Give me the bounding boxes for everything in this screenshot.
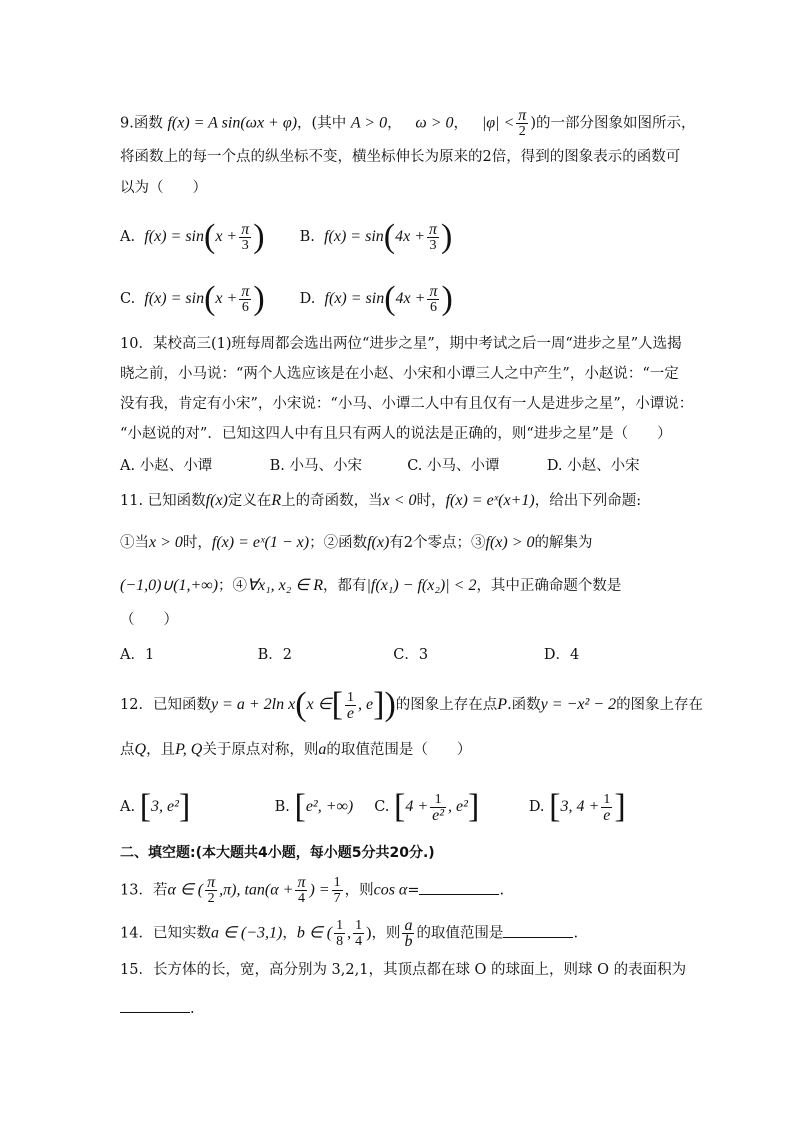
q10-line1: 10．某校高三(1)班每周都会选出两位“进步之星”，期中考试之后一周“进步之星”人选揭	[120, 336, 682, 352]
q9-options-ab	[120, 220, 452, 254]
q10-line4: “小赵说的对”．已知这四人中有且只有两人的说法是正确的，则“进步之星”是（ ）	[120, 426, 672, 442]
q10-option-a[interactable]: A. 小赵、小谭	[120, 458, 213, 474]
q9-line2: 将函数上的每一个点的纵坐标不变，横坐标伸长为原来的2倍，得到的图象表示的函数可	[120, 149, 681, 165]
q15-line2: .	[120, 998, 195, 1019]
q12-option-b[interactable]: B. [e², +∞)	[274, 788, 354, 825]
q11-option-b[interactable]: B．2	[257, 647, 292, 663]
q9-option-c[interactable]: C. f(x) = sin(x + $\frac{\pi}{6}$ )	[120, 280, 265, 317]
q10-line3: 没有我，肯定有小宋”，小宋说：“小马、小谭二人中有且仅有一人是进步之星”，小谭说：	[120, 396, 694, 412]
q13-answer-blank[interactable]	[419, 880, 499, 895]
q11-options	[120, 645, 579, 665]
q14-answer-blank[interactable]	[503, 923, 573, 938]
q9-line3: 以为（ ）	[120, 180, 207, 196]
q11-option-c[interactable]: C．3	[393, 647, 429, 663]
q10-line2: 晓之前，小马说：“两个人选应该是在小赵、小宋和小谭三人之中产生”，小赵说：“一定	[120, 366, 679, 382]
q9-line1: 9.函数 f(x) = A sin(ωx + φ)，(其中 A > 0， ω > 0， |φ| < $\frac{\pi}{2}$ )的一部分图象如图所示，	[120, 107, 696, 139]
q10-option-d[interactable]: D. 小赵、小宋	[546, 458, 640, 474]
q11-option-d[interactable]: D．4	[543, 647, 580, 663]
q12-line2: 点Q，且P, Q关于原点对称，则a的取值范围是（ ）	[120, 741, 472, 758]
q12-option-a[interactable]: A. [3, e²]	[120, 788, 191, 825]
q14-line: 14．已知实数a ∈ (−3,1)，b ∈ ( $\frac{1}{8}$ , $\frac{1}{4}$ )，则 $\frac{a}{b}$ 的取值范围是 .	[120, 917, 579, 950]
q11-line3: (−1,0)∪(1,+∞)；④∀x₁, x₂ ∈ R，都有|f(x₁) − f(x₂)| < 2，其中正确命题个数是	[120, 577, 622, 594]
q12-line1: 12．已知函数y = a + 2ln x(x ∈[ $\frac{1}{e}$ , e])的图象上存在点P.函数y = −x² − 2的图象上存在	[120, 686, 704, 723]
q15-line1: 15．长方体的长，宽，高分别为 3,2,1，其顶点都在球 O 的球面上，则球 O 的表面积为	[120, 962, 687, 978]
q9-options-cd	[120, 282, 453, 316]
q11-line2: ①当x > 0时，f(x) = eˣ(1 − x)；②函数f(x)有2个零点；③f(x) > 0的解集为	[120, 534, 593, 551]
q10-options	[120, 456, 640, 476]
q11-option-a[interactable]: A．1	[120, 647, 155, 663]
q12-options	[120, 790, 626, 824]
section-title-fill-in: 二、填空题:(本大题共4小题，每小题5分共20分.)	[120, 845, 435, 861]
q9-option-b[interactable]: B. f(x) = sin(4x + $\frac{\pi}{3}$ )	[299, 218, 453, 255]
q11-line1: 11. 已知函数f(x)定义在R上的奇函数，当x < 0时，f(x) = eˣ(x+1)，给出下列命题:	[120, 492, 642, 509]
q10-option-b[interactable]: B. 小马、小宋	[269, 458, 362, 474]
q10-option-c[interactable]: C. 小马、小谭	[407, 458, 500, 474]
q9-option-d[interactable]: D. f(x) = sin(4x + $\frac{\pi}{6}$ )	[299, 280, 453, 317]
q15-answer-blank[interactable]	[120, 998, 190, 1013]
q11-line4: （ ）	[120, 612, 178, 628]
q12-option-c[interactable]: C. [4 + $\frac{1}{\text{e²}}$ , e²]	[374, 788, 480, 825]
q9-option-a[interactable]: A. f(x) = sin(x + $\frac{\pi}{3}$ )	[120, 218, 265, 255]
q12-option-d[interactable]: D. [3, 4 + $\frac{1}{e}$ ]	[528, 788, 626, 825]
q13-line: 13．若α ∈ ( $\frac{\pi}{2}$ ,π), tan(α + $\frac{\pi}{4}$ ) = $\frac{1}{7}$ ，则cos α= .	[120, 874, 505, 906]
